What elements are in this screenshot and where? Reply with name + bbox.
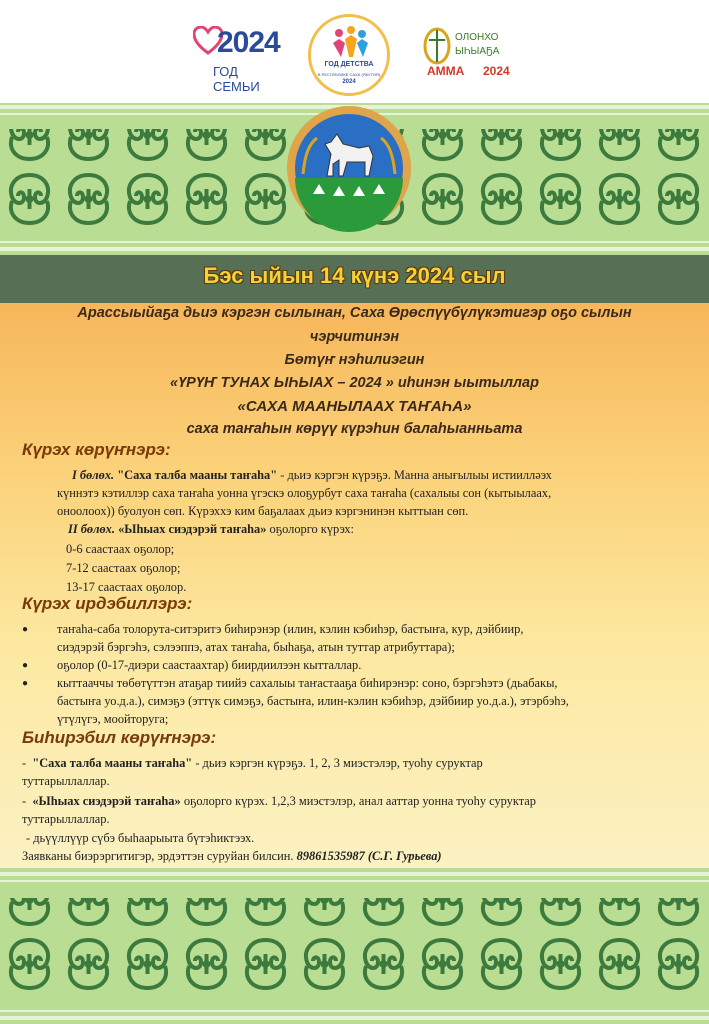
year-of-childhood-logo xyxy=(308,14,390,96)
requirement-3c: үтүлүгэ, моойторуга; xyxy=(57,712,169,726)
award-1-dash: - xyxy=(22,756,27,770)
group-2-paragraph xyxy=(68,520,698,538)
olonkho-logo-line2: ЫҺЫАҔА xyxy=(455,46,500,57)
family-logo-year: 2024 xyxy=(217,26,280,59)
childhood-logo-title: ГОД ДЕТСТВА xyxy=(324,61,374,68)
olonkho-logo-amma: АММА xyxy=(427,64,465,78)
group-1-text-b: күннэтэ кэтиллэр саха таҥаһа уонна үгэскэ олоҕурбут саха таҥаһа (сахалыы сон (кытыылаах, xyxy=(57,486,552,500)
award-1-title: "Саха талба мааны таҥаһа" xyxy=(32,756,193,770)
contest-subtitle: саха таҥаһын көрүү күрэһин балаһыанньата xyxy=(186,421,523,437)
age-group-2: 7-12 саастаах оҕолор; xyxy=(66,561,181,575)
group-2-label: II бөлөх. xyxy=(68,522,115,536)
group-2-title: «Ыһыах сиэдэрэй таҥаһа» xyxy=(118,522,267,536)
bullet-icon: ● xyxy=(22,660,29,671)
logos-row xyxy=(0,0,709,103)
section-heading-requirements: Күрэх ирдэбиллэрэ: xyxy=(22,594,193,613)
jury-decision-final: - дьүүллүүр сүбэ быһаарыыта бүтэһиктээх. xyxy=(26,831,255,845)
childhood-logo-year: 2024 xyxy=(342,79,356,85)
family-logo-caption: ГОД СЕМЬИ xyxy=(213,64,260,94)
group-1-title: "Саха талба мааны таҥаһа" xyxy=(117,468,278,482)
olonkho-emblem-icon xyxy=(417,24,457,68)
award-1-text-a: - дьиэ кэргэн күрэҕэ. 1, 2, 3 миэстэлэр, туоһу суруктар xyxy=(195,756,483,770)
olonkho-logo xyxy=(415,20,525,86)
award-1-paragraph xyxy=(22,754,702,772)
group-1-text-c: оноолоох)) буолуон сөп. Күрэххэ ким баҕалаах дьиэ кэргэнинэн кыттыан сөп. xyxy=(57,504,469,518)
festival-title: «ҮРҮҤ ТУНАХ ЫҺЫАХ – 2024 » иһинэн ыытыллар xyxy=(170,375,539,391)
bullet-icon: ● xyxy=(22,624,29,635)
contact-phone: 89861535987 xyxy=(296,849,365,863)
contest-title: «САХА МААНЫЛААХ ТАҤАҺА» xyxy=(237,398,472,415)
village-coat-of-arms-emblem xyxy=(285,104,413,232)
requirement-1b: сиэдэрэй бэргэһэ, сэлээппэ, атах таҥаһа, быһаҕа, атын туттар атрибуттара); xyxy=(57,640,455,654)
requirement-3b: бастыҥа уо.д.а.), симэҕэ (эттүк симэҕэ, бастыҥа, илин-кэлин кэбиһэр, дэйбиир уо.д.а.), этэрбэһэ, xyxy=(57,694,569,708)
children-figures-icon xyxy=(311,21,387,65)
section-heading-contest-types: Күрэх көрүҥнэрэ: xyxy=(22,440,171,459)
group-1-text-a: - дьиэ кэргэн күрэҕэ. Манна анығылыы истиилләэх xyxy=(280,468,552,482)
contact-name: (С.Г. Гурьева) xyxy=(367,849,442,863)
intro-line-3: Бөтүҥ нэһилиэгин xyxy=(284,352,425,368)
requirement-1a: таҥаһа-саба толорута-ситэритэ биһирэнэр (илин, кэлин кэбиһэр, бастыҥа, кур, дэйбиир, xyxy=(57,622,524,636)
intro-line-2: чэрчитинэн xyxy=(309,329,400,345)
award-2-text-b: туттарыллаллар. xyxy=(22,812,110,826)
contact-line xyxy=(22,847,702,865)
requirement-2: оҕолор (0-17-диэри саастаахтар) биирдиилээн кытталлар. xyxy=(57,658,362,672)
bullet-icon: ● xyxy=(22,678,29,689)
requirement-3a: кыттааччы төбөтүттэн атаҕар тиийэ сахалыы таҥастааҕа биһирэнэр: соно, бэргэһэтэ (дьабакы, xyxy=(57,676,558,690)
olonkho-logo-year: 2024 xyxy=(483,64,510,78)
age-group-1: 0-6 саастаах оҕолор; xyxy=(66,542,175,556)
award-1-text-b: туттарыллаллар. xyxy=(22,774,110,788)
group-2-text: оҕолорго күрэх: xyxy=(269,522,354,536)
contact-text: Заявканы биэрэргитигэр, эрдэттэн суруйан билсин. xyxy=(22,849,294,863)
childhood-logo-subtitle: В РЕСПУБЛИКЕ САХА (ЯКУТИЯ) xyxy=(317,72,381,77)
olonkho-logo-line1: ОЛОНХО xyxy=(455,32,499,43)
event-date: Бэс ыйын 14 күнэ 2024 сыл xyxy=(203,263,506,288)
award-2-paragraph xyxy=(22,792,702,810)
intro-line-1: Арассыыйаҕа дьиэ кэргэн сылынан, Саха Өрөспүүбүлүкэтигэр оҕо сылын xyxy=(77,305,632,321)
group-1-label: I бөлөх. xyxy=(72,468,115,482)
group-1-paragraph xyxy=(72,466,702,484)
bottom-ornament-band xyxy=(0,868,709,1024)
age-group-3: 13-17 саастаах оҕолор. xyxy=(66,580,187,594)
section-heading-awards: Биһирэбил көрүҥнэрэ: xyxy=(22,728,217,747)
year-of-family-logo xyxy=(193,20,280,94)
award-2-title: «Ыһыах сиэдэрэй таҥаһа» xyxy=(32,794,181,808)
award-2-dash: - xyxy=(22,794,27,808)
award-2-text-a: оҕолорго күрэх. 1,2,3 миэстэлэр, анал ааттар уонна туоһу суруктар xyxy=(183,794,536,808)
